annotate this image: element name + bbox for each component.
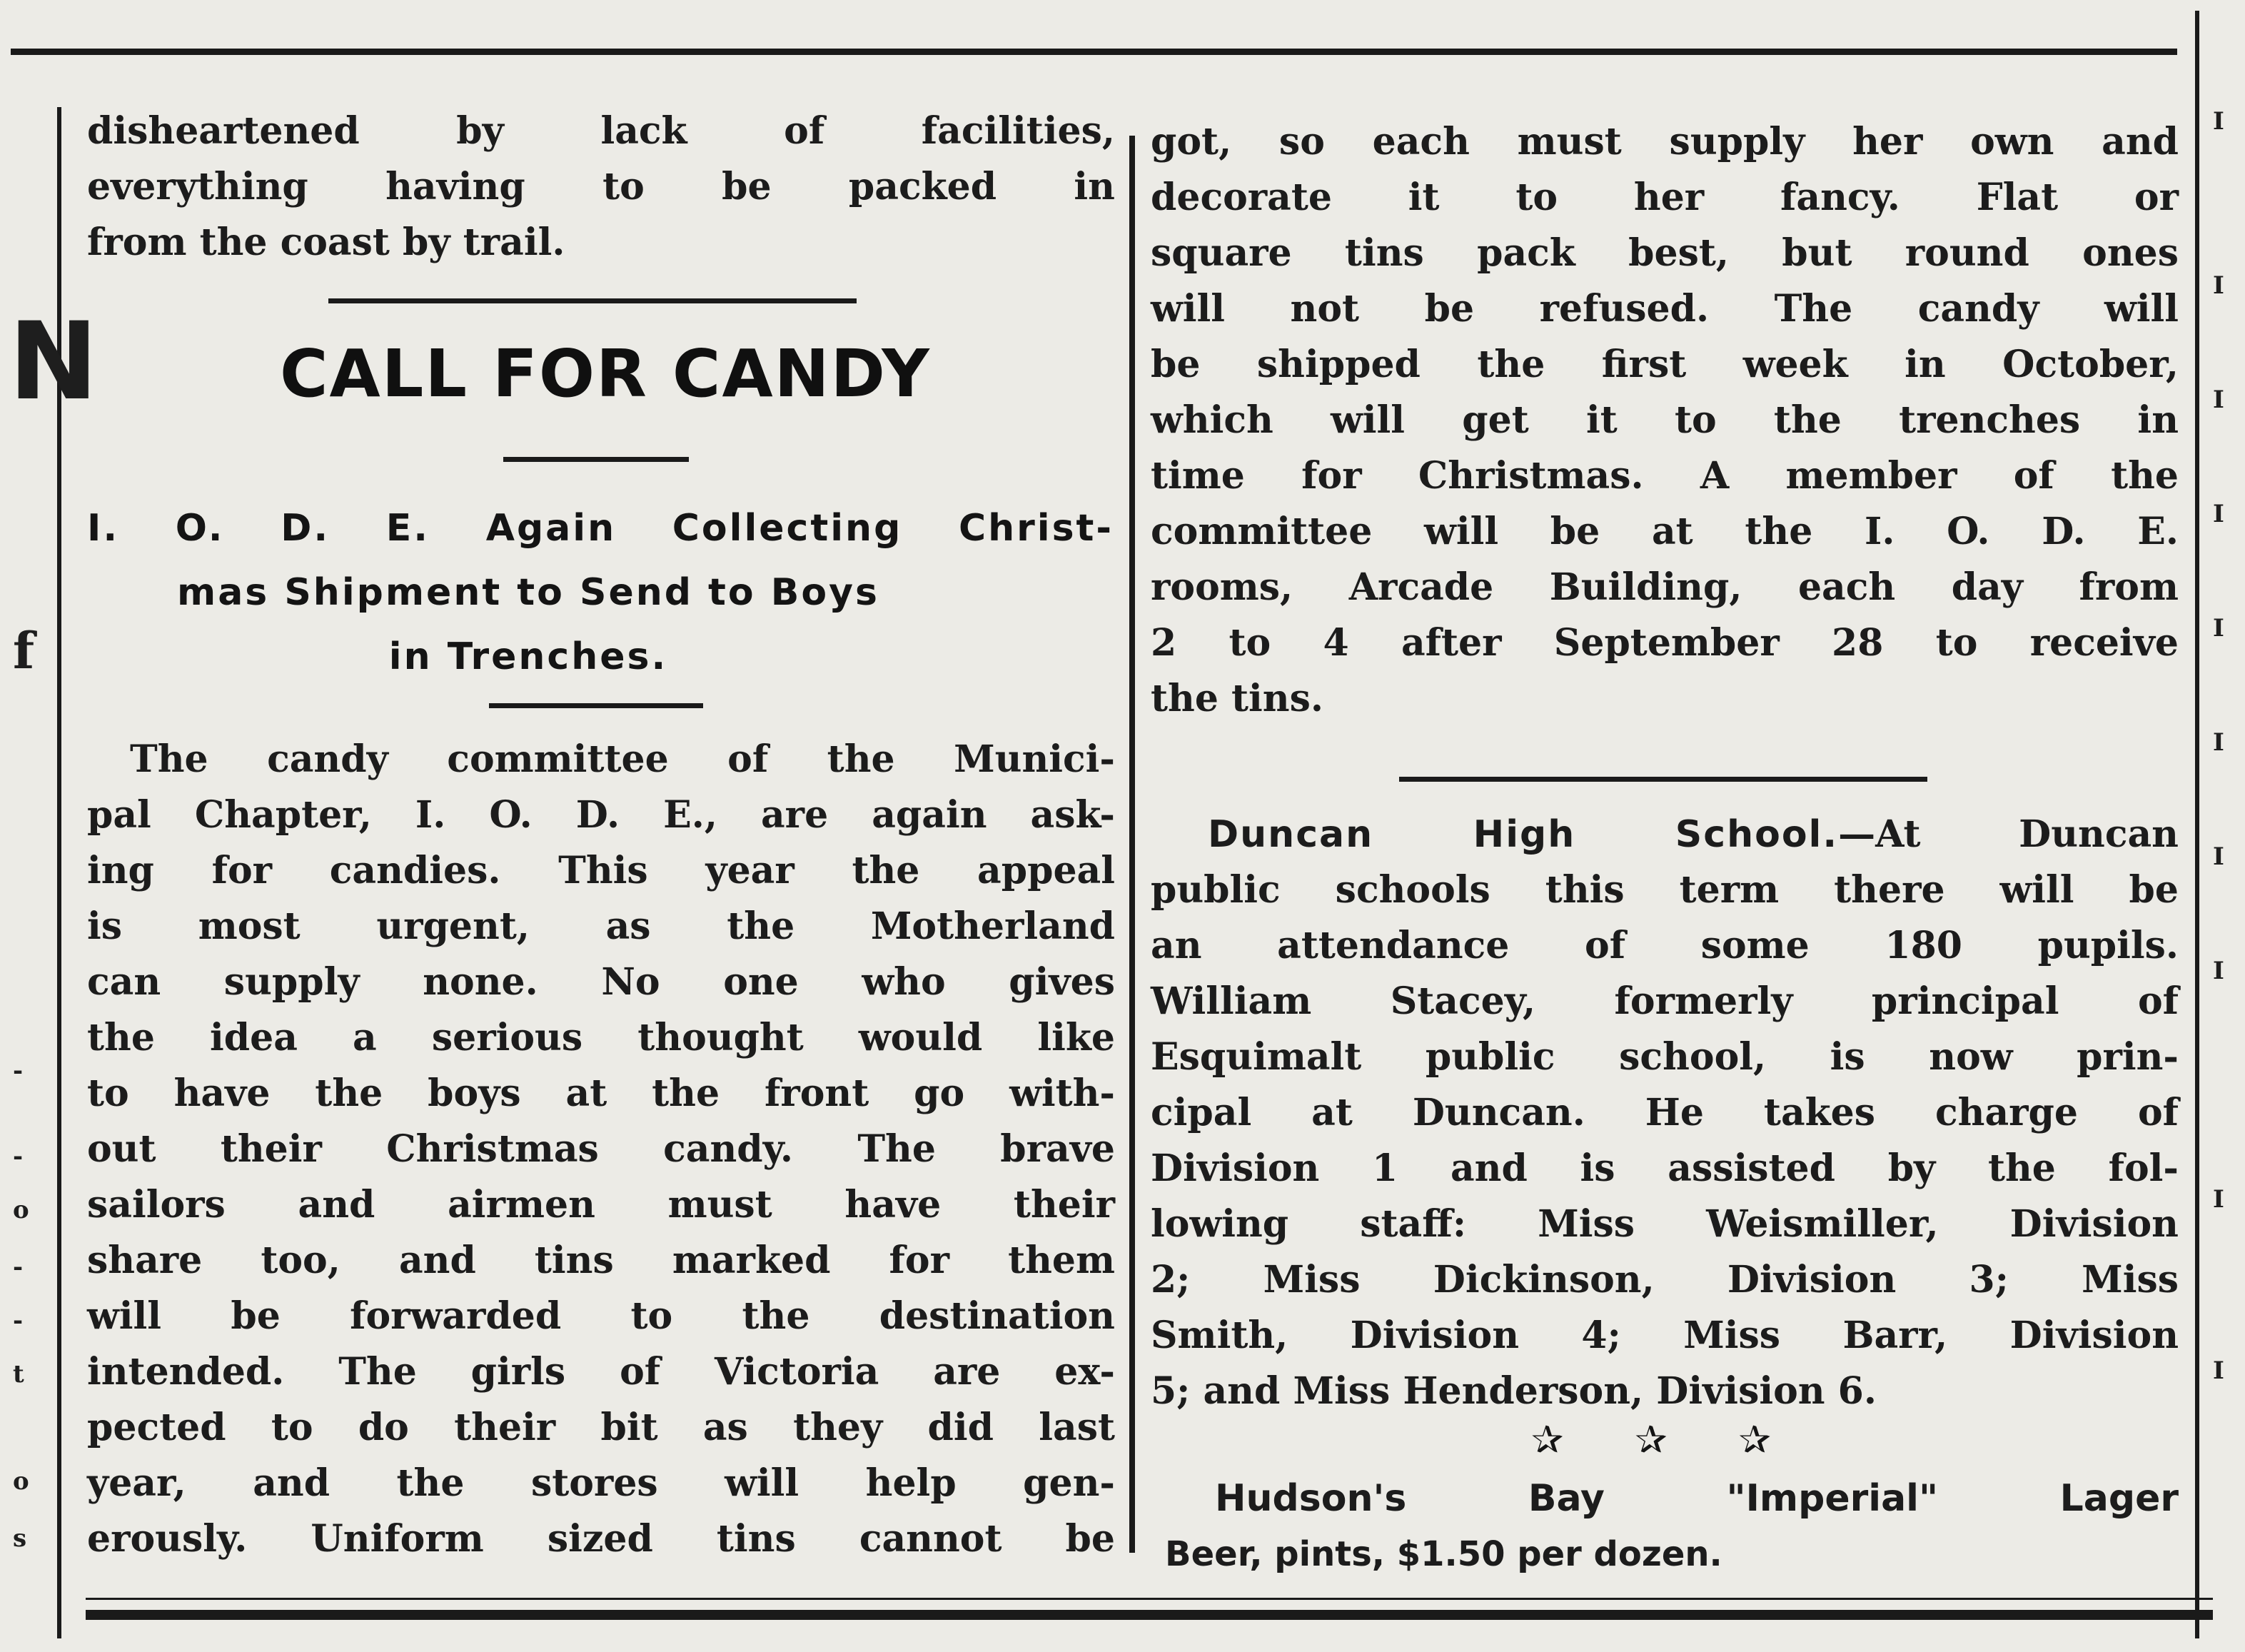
text-line: William Stacey, formerly principal of — [1151, 979, 2179, 1023]
right-edge-fragment: I — [2213, 614, 2224, 643]
right-edge-fragment: I — [2213, 271, 2224, 300]
ad-line: Beer, pints, $1.50 per dozen. — [1165, 1534, 1722, 1574]
right-edge-fragment: I — [2213, 500, 2224, 528]
subhead-line: I. O. D. E. Again Collecting Christ- — [87, 507, 1114, 550]
right-edge-border — [2195, 11, 2199, 1638]
ad-line: Hudson's Bay "Imperial" Lager — [1215, 1477, 2179, 1520]
right-column-duncan-article — [1151, 807, 2179, 1419]
left-edge-fragment: o — [13, 1196, 29, 1224]
center-column-divider — [1129, 136, 1135, 1553]
text-line: square tins pack best, but round ones — [1151, 231, 2179, 275]
left-edge-fragment: f — [13, 621, 35, 680]
text-line: the tins. — [1151, 677, 1323, 720]
right-column-top-text — [1151, 114, 2179, 727]
right-edge-fragment: I — [2213, 842, 2224, 871]
text-line: cipal at Duncan. He takes charge of — [1151, 1091, 2179, 1134]
left-edge-fragment: N — [9, 300, 99, 424]
right-edge-fragment: I — [2213, 107, 2224, 136]
left-edge-fragment: - — [13, 1306, 24, 1335]
text-line: out their Christmas candy. The brave — [87, 1127, 1115, 1171]
text-line: to have the boys at the front go with- — [87, 1072, 1115, 1115]
left-edge-fragment: s — [13, 1524, 27, 1553]
text-line: sailors and airmen must have their — [87, 1183, 1115, 1227]
text-line: an attendance of some 180 pupils. — [1151, 924, 2179, 967]
headline-rule — [503, 457, 689, 462]
right-edge-fragment: I — [2213, 1356, 2224, 1385]
left-edge-fragment: t — [13, 1360, 24, 1389]
text-line: 2 to 4 after September 28 to receive — [1151, 621, 2179, 665]
left-column-body — [87, 732, 1115, 1567]
text-line: ing for candies. This year the appeal — [87, 849, 1115, 892]
headline: CALL FOR CANDY — [280, 336, 931, 412]
top-rule — [11, 49, 2177, 55]
text-line: time for Christmas. A member of the — [1151, 454, 2179, 498]
text-line: rooms, Arcade Building, each day from — [1151, 565, 2179, 609]
text-line: can supply none. No one who gives — [87, 960, 1115, 1004]
text-line: the idea a serious thought would like — [87, 1016, 1115, 1059]
subhead-line: in Trenches. — [388, 635, 668, 678]
text-line: disheartened by lack of facilities, — [87, 109, 1115, 153]
text-line: The candy committee of the Munici- — [130, 737, 1115, 781]
text-line: is most urgent, as the Motherland — [87, 905, 1115, 948]
subhead-line: mas Shipment to Send to Boys — [177, 571, 879, 614]
text-line: from the coast by trail. — [87, 221, 565, 264]
text-line: lowing staff: Miss Weismiller, Division — [1151, 1202, 2179, 1246]
left-edge-fragment: - — [13, 1253, 24, 1281]
left-edge-fragment: - — [13, 1057, 24, 1085]
text-line: Smith, Division 4; Miss Barr, Division — [1151, 1314, 2179, 1357]
right-edge-fragment: I — [2213, 728, 2224, 757]
text-line: year, and the stores will help gen- — [87, 1461, 1115, 1505]
text-line: will not be refused. The candy will — [1151, 287, 2179, 331]
text-line: 2; Miss Dickinson, Division 3; Miss — [1151, 1258, 2179, 1301]
text-line: decorate it to her fancy. Flat or — [1151, 176, 2179, 219]
text-line: Esquimalt public school, is now prin- — [1151, 1035, 2179, 1079]
text-line: pal Chapter, I. O. D. E., are again ask- — [87, 793, 1115, 837]
text-line: which will get it to the trenches in — [1151, 398, 2179, 442]
subhead — [71, 496, 1114, 689]
text-line: got, so each must supply her own and — [1151, 120, 2179, 163]
section-rule — [328, 298, 857, 303]
left-edge-fragment: - — [13, 1142, 24, 1171]
star-divider: ✰✰✰ — [1531, 1417, 1842, 1462]
text-line: pected to do their bit as they did last — [87, 1406, 1115, 1449]
text-line: committee will be at the I. O. D. E. — [1151, 510, 2179, 553]
section-rule — [1399, 777, 1927, 782]
left-edge-fragment: o — [13, 1467, 29, 1496]
right-edge-fragment: I — [2213, 1185, 2224, 1214]
text-line: share too, and tins marked for them — [87, 1239, 1115, 1282]
left-column-top-text — [87, 104, 1115, 271]
bottom-rule-thin — [86, 1598, 2213, 1600]
right-edge-fragment: I — [2213, 386, 2224, 414]
advertisement — [1165, 1471, 2179, 1582]
article-lead: Duncan High School. — [1208, 813, 1839, 856]
text-line: 5; and Miss Henderson, Division 6. — [1151, 1369, 1877, 1413]
text-line: Division 1 and is assisted by the fol- — [1151, 1147, 2179, 1190]
text-line — [1151, 807, 2179, 862]
text-line: intended. The girls of Victoria are ex- — [87, 1350, 1115, 1394]
bottom-rule — [86, 1610, 2213, 1620]
right-edge-fragment: I — [2213, 957, 2224, 985]
text-line: public schools this term there will be — [1151, 868, 2179, 912]
text-line: everything having to be packed in — [87, 165, 1115, 208]
text-line: will be forwarded to the destination — [87, 1294, 1115, 1338]
text-line: be shipped the first week in October, — [1151, 343, 2179, 386]
subhead-rule — [489, 703, 703, 708]
text-line: erously. Uniform sized tins cannot be — [87, 1517, 1115, 1561]
article-lead-rest: —At Duncan — [1838, 812, 2179, 856]
